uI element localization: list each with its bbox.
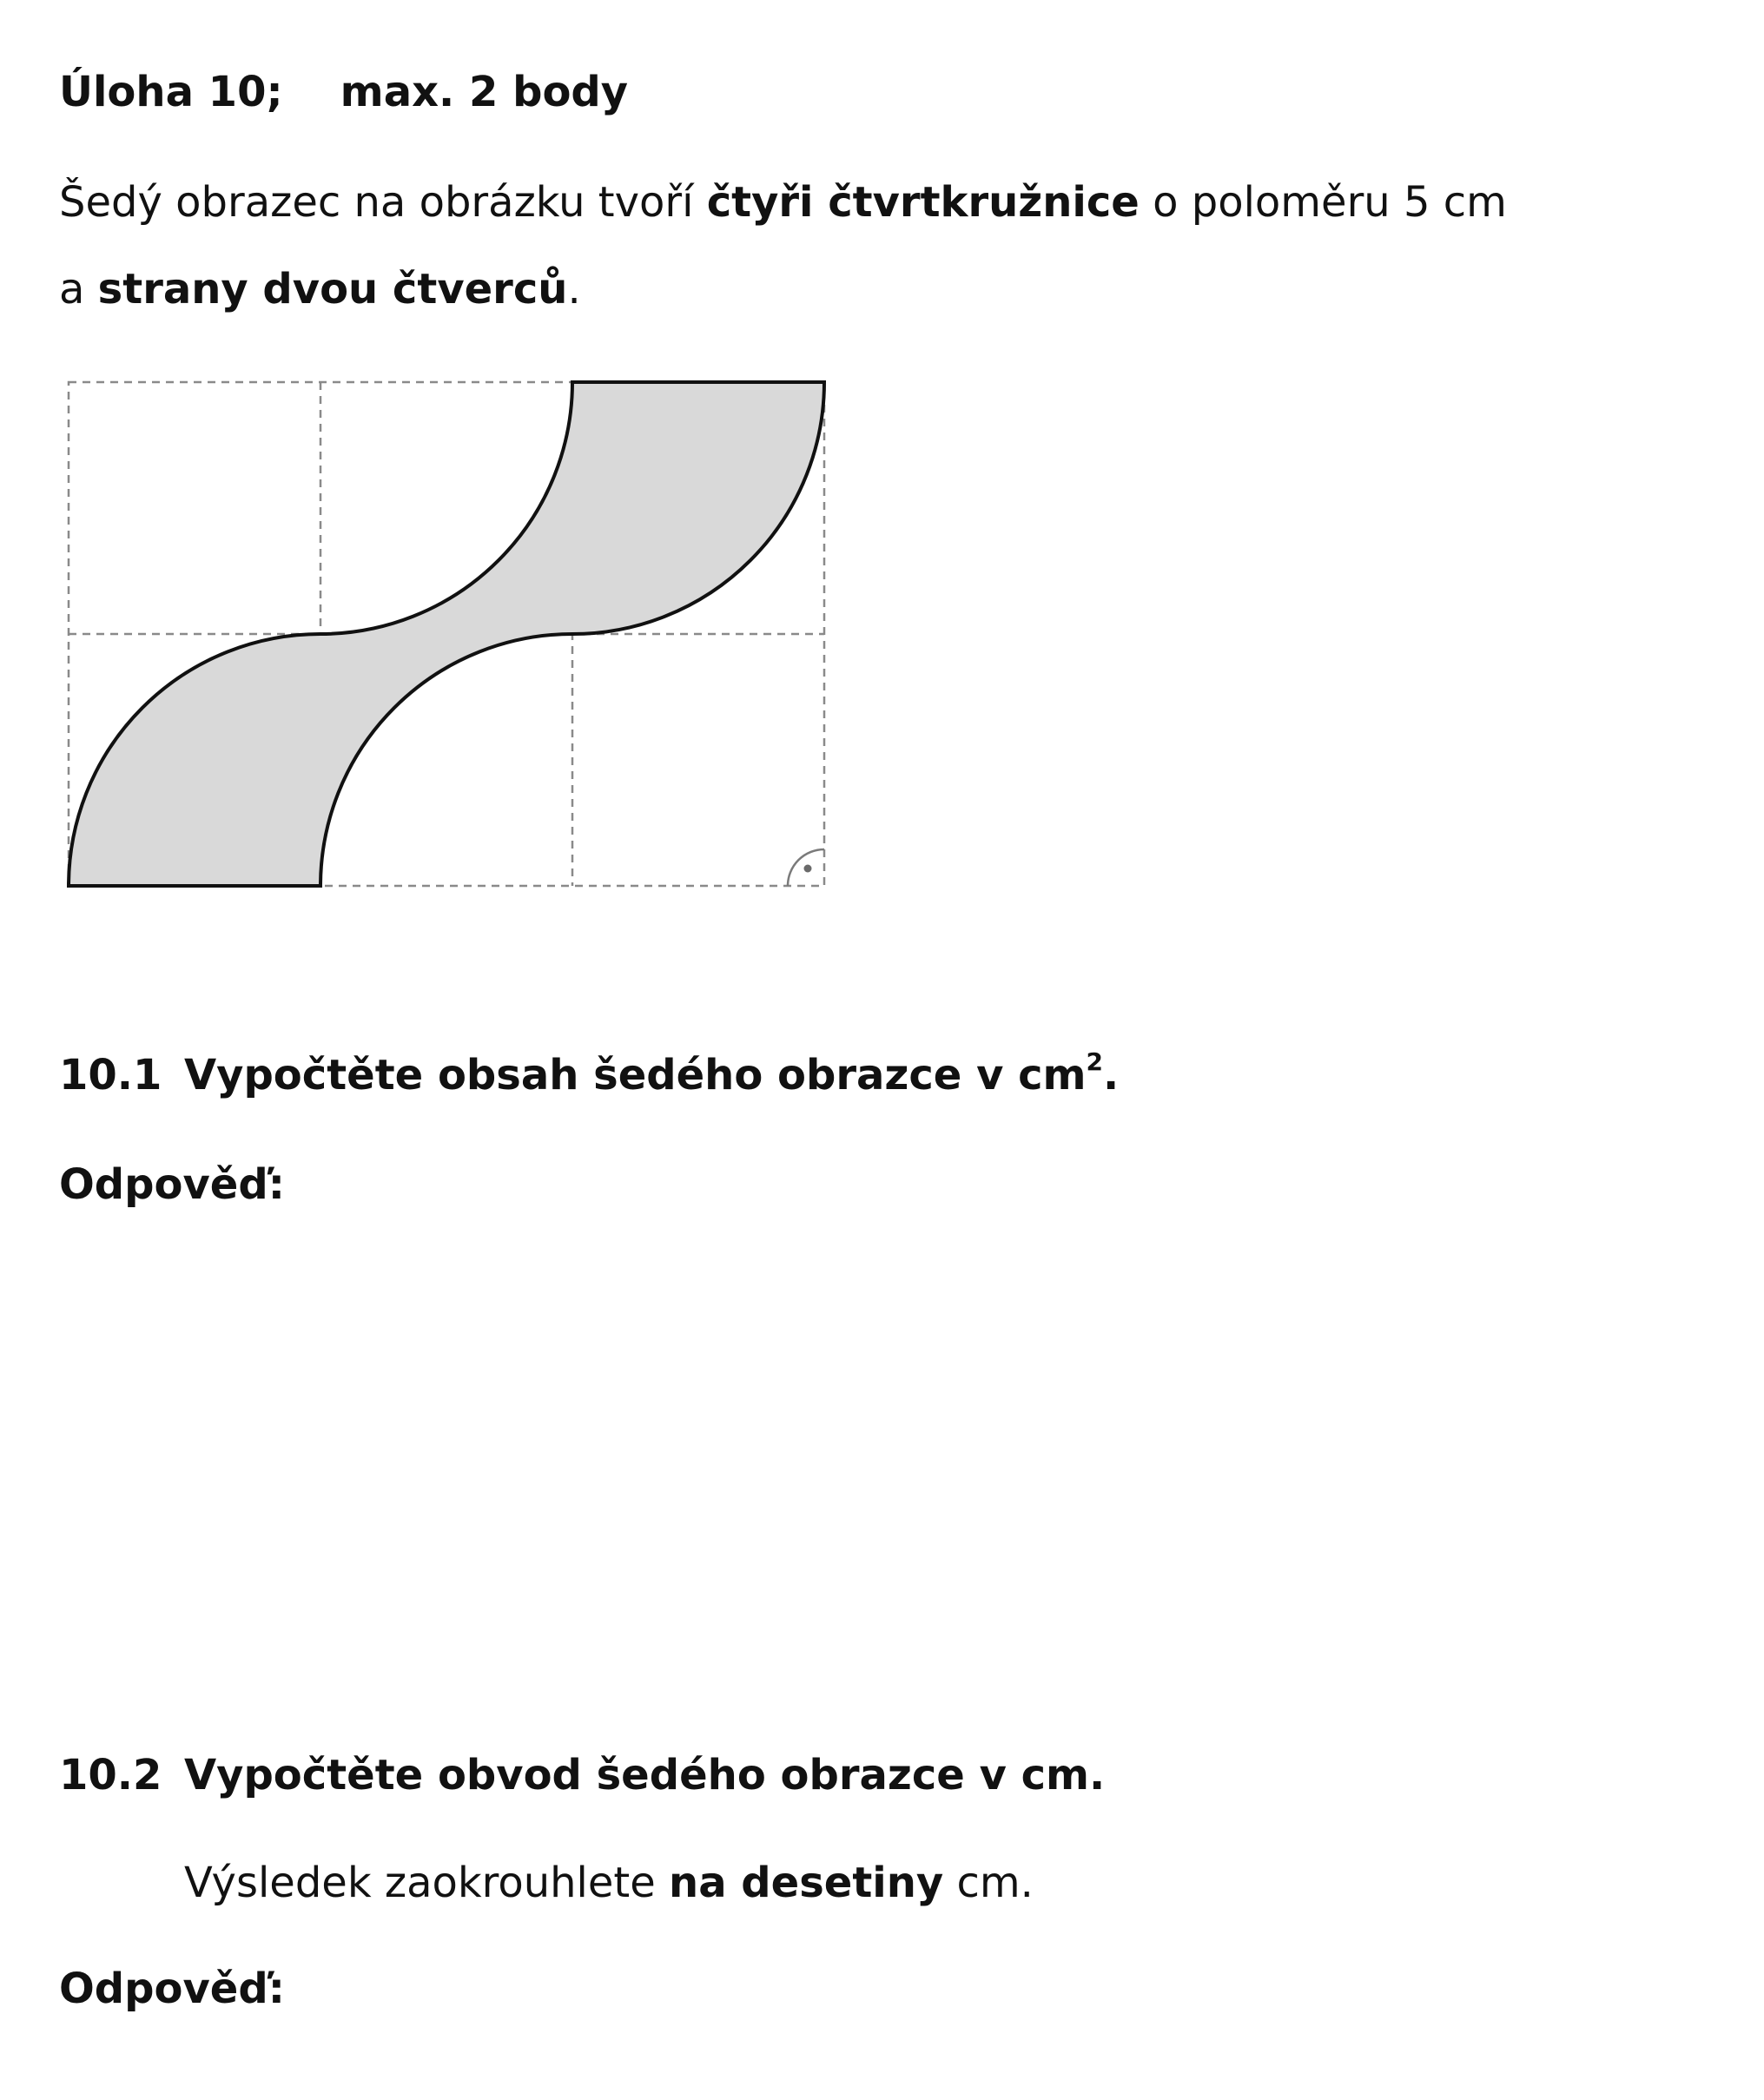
answer-label-10-2: Odpověď: bbox=[59, 1965, 285, 2013]
rounding-hint bbox=[184, 1859, 1034, 1907]
question-10-1 bbox=[59, 1047, 1120, 1100]
task-title: Úloha 10; bbox=[59, 68, 283, 116]
question-number: 10.2 bbox=[59, 1751, 162, 1800]
question-text: Vypočtěte obsah šedého obrazce v cm bbox=[184, 1051, 1087, 1100]
right-angle-marker bbox=[788, 849, 824, 886]
hint-text: Výsledek zaokrouhlete bbox=[184, 1859, 670, 1907]
superscript: 2 bbox=[1086, 1047, 1104, 1076]
question-number: 10.1 bbox=[59, 1051, 162, 1100]
hint-unit: cm. bbox=[943, 1859, 1034, 1907]
hint-emphasis: na desetiny bbox=[669, 1859, 944, 1907]
intro-emphasis-squares: strany dvou čtverců bbox=[97, 265, 568, 314]
task-heading bbox=[59, 68, 628, 116]
intro-text: Šedý obrazec na obrázku tvoří bbox=[59, 178, 707, 227]
intro-emphasis-quarter-circles: čtyři čtvrtkružnice bbox=[706, 178, 1140, 227]
intro-line-1 bbox=[59, 178, 1507, 227]
intro-line-2 bbox=[59, 265, 581, 314]
question-10-2 bbox=[59, 1751, 1105, 1800]
right-angle-dot bbox=[804, 865, 812, 873]
intro-text: a bbox=[59, 265, 98, 314]
question-text: Vypočtěte obvod šedého obrazce v cm. bbox=[184, 1751, 1106, 1800]
figure-gray-shape bbox=[54, 369, 836, 908]
answer-label-10-1: Odpověď: bbox=[59, 1160, 285, 1209]
intro-text-radius: o poloměru 5 cm bbox=[1139, 178, 1507, 227]
question-suffix: . bbox=[1103, 1051, 1120, 1100]
task-points: max. 2 body bbox=[340, 68, 629, 116]
intro-period: . bbox=[567, 265, 581, 314]
